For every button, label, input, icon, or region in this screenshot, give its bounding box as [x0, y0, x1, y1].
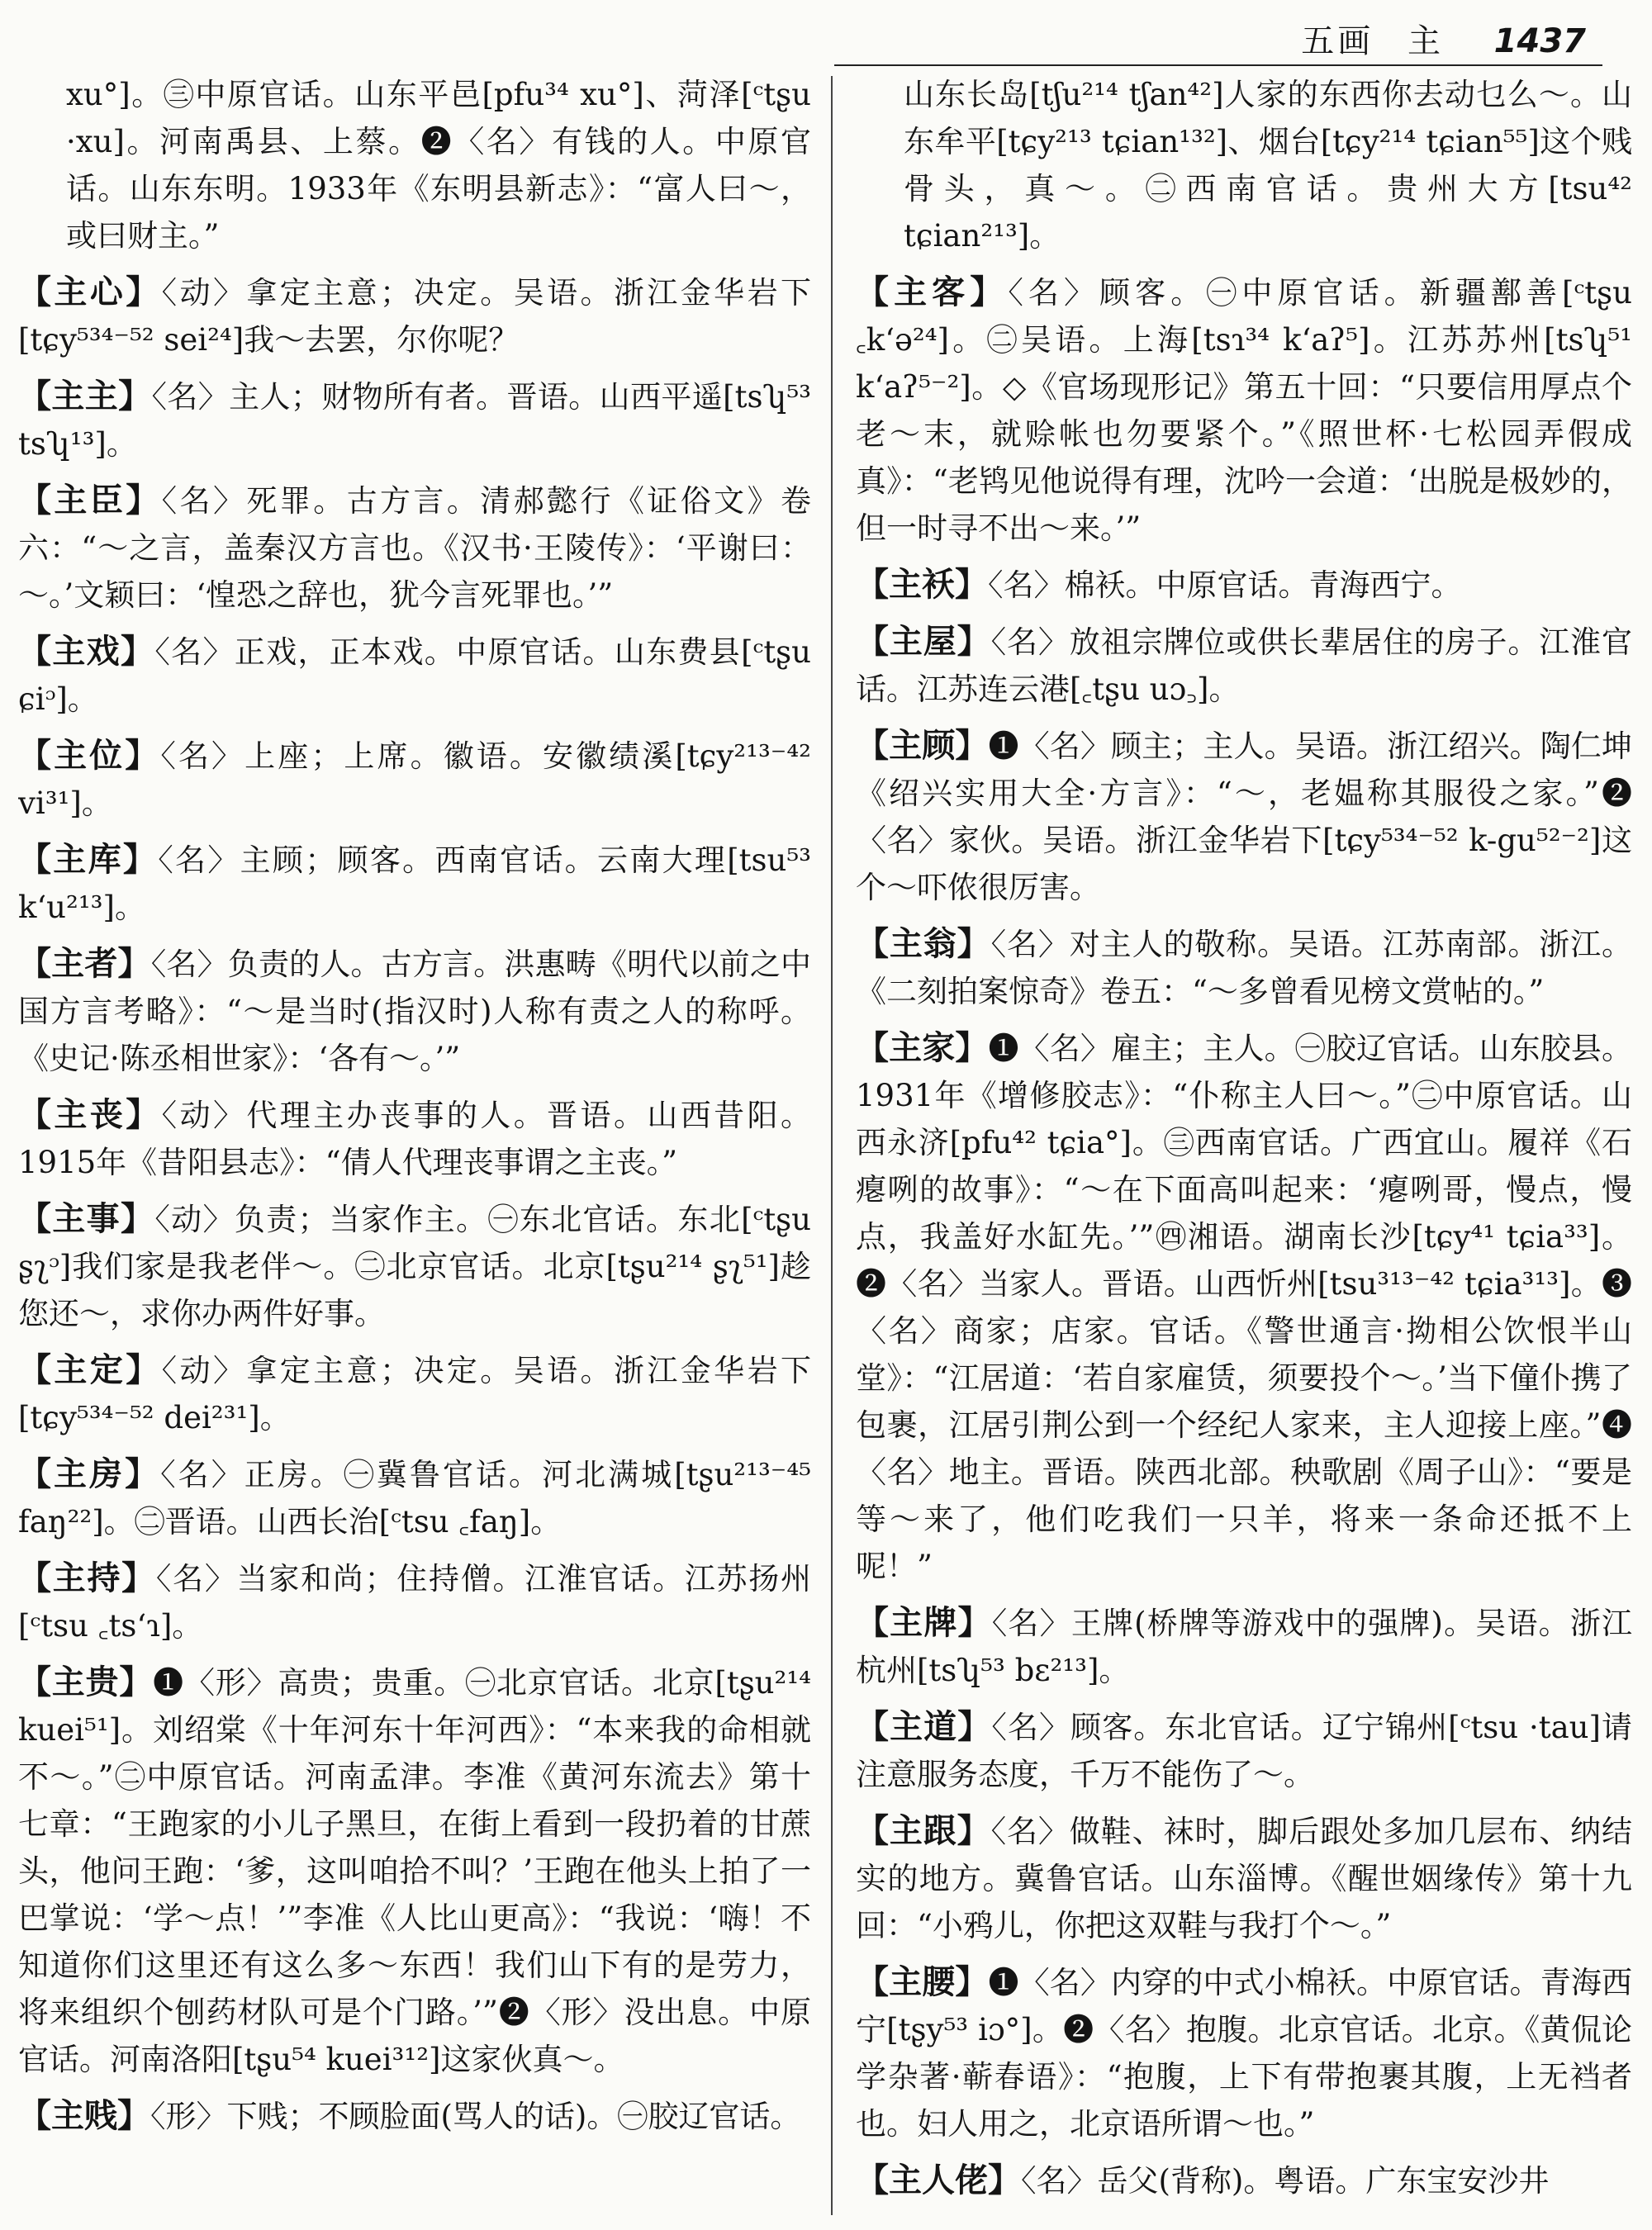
entry — [856, 562, 1632, 609]
entry-headword: 【主房】 — [18, 1455, 161, 1493]
entry — [18, 941, 811, 1082]
entry-headword: 【主戏】 — [18, 633, 155, 671]
entry-body: 〈动〉拿定主意；决定。吴语。浙江金华岩下[tɕy⁵³⁴⁻⁵² sei²⁴]我～去罢，尔你呢？ — [18, 275, 811, 358]
entry-body: ❶〈名〉内穿的中式小棉袄。中原官话。青海西宁[tʂy⁵³ iɔ°]。❷〈名〉抱腹。北京官话。北京。《黄侃论学杂著·蕲春语》：“抱腹，上下有带抱裹其腹，上无裆者也。妇人用之，北京语所谓～也。” — [856, 1965, 1632, 2142]
entry — [856, 1808, 1632, 1949]
entry-body: 〈名〉上座；上席。徽语。安徽绩溪[tɕy²¹³⁻⁴² vi³¹]。 — [18, 738, 811, 821]
entry-body: 〈名〉顾客。㊀中原官话。新疆鄯善[ᶜtʂu ꜀k‘ə²⁴]。㊁吴语。上海[tsɿ³⁴ k‘aʔ⁵]。江苏苏州[tsʮ⁵¹ k‘aʔ⁵⁻²]。◇《官场现形记》第五十回：“只要信用厚点个老～末，就赊帐也勿要紧个。”《照世杯·七松园弄假成真》：“老鸨见他说得有理，沈吟一会道：‘出脱是极妙的，但一时寻不出～来。’” — [856, 275, 1632, 546]
entry-body: 〈名〉死罪。古方言。清郝懿行《证俗文》卷六：“～之言，盖秦汉方言也。《汉书·王陵传》：‘平谢曰：～。’文颖曰：‘惶恐之辞也，犹今言死罪也。’” — [18, 483, 811, 613]
entry — [18, 837, 811, 931]
entry — [18, 269, 811, 363]
left-column — [18, 71, 811, 2218]
entry — [18, 733, 811, 827]
entry — [18, 1347, 811, 1441]
entry — [856, 619, 1632, 713]
entry-body: ❶〈名〉雇主；主人。㊀胶辽官话。山东胶县。1931年《增修胶志》：“仆称主人曰～。”㊁中原官话。山西永济[pfu⁴² tɕia°]。㊂西南官话。广西宜山。履祥《石瘪咧的故事》：“～在下面高叫起来：‘瘪咧哥，慢点，慢点，我盖好水缸先。’”㊃湘语。湖南长沙[tɕy⁴¹ tɕia³³]。❷〈名〉当家人。晋语。山西忻州[tsu³¹³⁻⁴² tɕia³¹³]。❸〈名〉商家；店家。官话。《警世通言·拗相公饮恨半山堂》：“江居道：‘若自家雇赁，须要投个～。’当下僮仆携了包裹，江居引荆公到一个经纪人家来，主人迎接上座。”❹〈名〉地主。晋语。陕西北部。秧歌剧《周子山》：“要是等～来了，他们吃我们一只羊，将来一条命还抵不上呢！” — [856, 1031, 1632, 1584]
entry-body: 〈名〉正戏，正本戏。中原官话。山东费县[ᶜtʂu ɕiᵓ]。 — [18, 634, 811, 717]
entry-headword: 【主人佬】 — [856, 2161, 1021, 2199]
entry-body: 〈形〉下贱；不顾脸面(骂人的话)。㊀胶辽官话。 — [150, 2099, 801, 2134]
entry — [18, 477, 811, 619]
entry-headword: 【主臣】 — [18, 482, 162, 520]
continuation-text: xu°]。㊂中原官话。山东平邑[pfu³⁴ xu°]、菏泽[ᶜtʂu ·xu]。河南禹县、上蔡。❷〈名〉有钱的人。中原官话。山东东明。1933年《东明县新志》：“富人曰～，或曰财主。” — [66, 77, 811, 254]
right-column — [856, 71, 1632, 2218]
entry-headword: 【主定】 — [18, 1351, 162, 1389]
entry-body: 〈名〉对主人的敬称。吴语。江苏南部。浙江。《二刻拍案惊奇》卷五：“～多曾看见榜文赏帖的。” — [856, 927, 1632, 1009]
entry-body: ❶〈名〉顾主；主人。吴语。浙江绍兴。陶仁坤《绍兴实用大全·方言》：“～，老媪称其服役之家。”❷〈名〉家伙。吴语。浙江金华岩下[tɕy⁵³⁴⁻⁵² k-gu⁵²⁻²]这个～吓侬很厉害。 — [856, 728, 1632, 905]
entry — [18, 1092, 811, 1186]
entry-headword: 【主贵】 — [18, 1663, 154, 1701]
entry-headword: 【主主】 — [18, 377, 152, 415]
entry-headword: 【主家】 — [856, 1029, 989, 1067]
entry-headword: 【主腰】 — [856, 1963, 989, 2001]
entry-body: 〈名〉负责的人。古方言。洪惠畴《明代以前之中国方言考略》：“～是当时(指汉时)人称有责之人的称呼。《史记·陈丞相世家》：‘各有～。’” — [18, 947, 811, 1076]
entry — [18, 1659, 811, 2083]
entry-body: 〈名〉王牌(桥牌等游戏中的强牌)。吴语。浙江杭州[tsʮ⁵³ bɛ²¹³]。 — [856, 1606, 1632, 1688]
entry — [18, 2093, 811, 2140]
entry — [18, 1196, 811, 1337]
entry-body: 〈名〉棉袄。中原官话。青海西宁。 — [988, 567, 1462, 603]
entry — [856, 723, 1632, 911]
entry-body: 〈动〉拿定主意；决定。吴语。浙江金华岩下[tɕy⁵³⁴⁻⁵² dei²³¹]。 — [18, 1353, 811, 1435]
entry-headword: 【主道】 — [856, 1708, 992, 1746]
entry-headword: 【主贱】 — [18, 2097, 150, 2135]
entry — [856, 1959, 1632, 2147]
entry-headword: 【主者】 — [18, 945, 151, 983]
entry-headword: 【主客】 — [856, 273, 1009, 311]
entry-headword: 【主心】 — [18, 273, 162, 311]
entry — [856, 2157, 1632, 2204]
entry-headword: 【主顾】 — [856, 727, 989, 765]
entry-headword: 【主跟】 — [856, 1812, 991, 1850]
entry-headword: 【主丧】 — [18, 1096, 162, 1134]
entry-body: 〈名〉主顾；顾客。西南官话。云南大理[tsu⁵³ k‘u²¹³]。 — [18, 842, 811, 925]
entry-body: 〈名〉放祖宗牌位或供长辈居住的房子。江淮官话。江苏连云港[꜀tʂu uɔ꜆]。 — [856, 624, 1632, 707]
entry-headword: 【主屋】 — [856, 623, 991, 661]
entry-body: 〈动〉代理主办丧事的人。晋语。山西昔阳。1915年《昔阳县志》：“倩人代理丧事谓之主丧。” — [18, 1098, 811, 1180]
entry — [18, 373, 811, 467]
section-label: 五画 — [1301, 22, 1374, 60]
entry-body: 〈名〉正房。㊀冀鲁官话。河北满城[tʂu²¹³⁻⁴⁵ faŋ²²]。㊁晋语。山西长治[ᶜtsu ꜀faŋ]。 — [18, 1457, 811, 1540]
entry-headword: 【主牌】 — [856, 1604, 992, 1642]
entry — [18, 1555, 811, 1649]
entry — [856, 269, 1632, 552]
entry — [856, 1600, 1632, 1694]
entry-headword: 【主位】 — [18, 737, 161, 775]
entry-body: ❶〈形〉高贵；贵重。㊀北京官话。北京[tʂu²¹⁴ kuei⁵¹]。刘绍棠《十年河东十年河西》：“本来我的命相就不～。”㊁中原官话。河南孟津。李准《黄河东流去》第十七章：“王跑家的小儿子黑旦，在街上看到一段扔着的甘蔗头，他问王跑：‘爹，这叫咱拾不叫？’王跑在他头上拍了一巴掌说：‘学～点！’”李准《人比山更高》：“我说：‘嗨！不知道你们这里还有这么多～东西！我们山下有的是劳力，将来组织个刨药材队可是个门路。’”❷〈形〉没出息。中原官话。河南洛阳[tʂu⁵⁴ kuei³¹²]这家伙真～。 — [18, 1665, 811, 2077]
entry-body: 〈名〉岳父(背称)。粤语。广东宝安沙井 — [1021, 2163, 1550, 2199]
entry-headword: 【主袄】 — [856, 566, 988, 604]
entry — [18, 629, 811, 723]
entry-headword: 【主持】 — [18, 1559, 156, 1597]
column-divider — [831, 76, 833, 2215]
page-header — [826, 23, 1586, 59]
entry-headword: 【主事】 — [18, 1200, 155, 1238]
entry-headword: 【主库】 — [18, 841, 159, 879]
page-number: 1437 — [1493, 22, 1586, 60]
entry-body: 〈动〉负责；当家作主。㊀东北官话。东北[ᶜtʂu ʂʅᵓ]我们家是我老伴～。㊁北京官话。北京[tʂu²¹⁴ ʂʅ⁵¹]趁您还～，求你办两件好事。 — [18, 1202, 811, 1331]
entry-body: 〈名〉做鞋、袜时，脚后跟处多加几层布、纳结实的地方。冀鲁官话。山东淄博。《醒世姻缘传》第十九回：“小鸦儿，你把这双鞋与我打个～。” — [856, 1814, 1632, 1943]
entry — [856, 921, 1632, 1015]
header-rule — [834, 64, 1602, 66]
entry-body: 〈名〉顾客。东北官话。辽宁锦州[ᶜtsu ·tau]请注意服务态度，千万不能伤了～。 — [856, 1710, 1632, 1792]
entry-body: 〈名〉当家和尚；住持僧。江淮官话。江苏扬州[ᶜtsu ꜀ts‘ɿ]。 — [18, 1561, 811, 1644]
entry — [18, 1451, 811, 1545]
entry-headword: 【主翁】 — [856, 925, 991, 963]
entry-body: 〈名〉主人；财物所有者。晋语。山西平遥[tsʮ⁵³ tsʮ¹³]。 — [18, 379, 811, 462]
entry — [856, 1704, 1632, 1798]
entry — [856, 1025, 1632, 1590]
running-headword: 主 — [1407, 22, 1441, 60]
continuation-text: 山东长岛[tʃu²¹⁴ tʃan⁴²]人家的东西你去动乜么～。山东牟平[tɕy²¹³ tɕian¹³²]、烟台[tɕy²¹⁴ tɕian⁵⁵]这个贱骨头，真～。㊁西南官话。贵州大方[tsu⁴² tɕian²¹³]。 — [904, 77, 1632, 254]
